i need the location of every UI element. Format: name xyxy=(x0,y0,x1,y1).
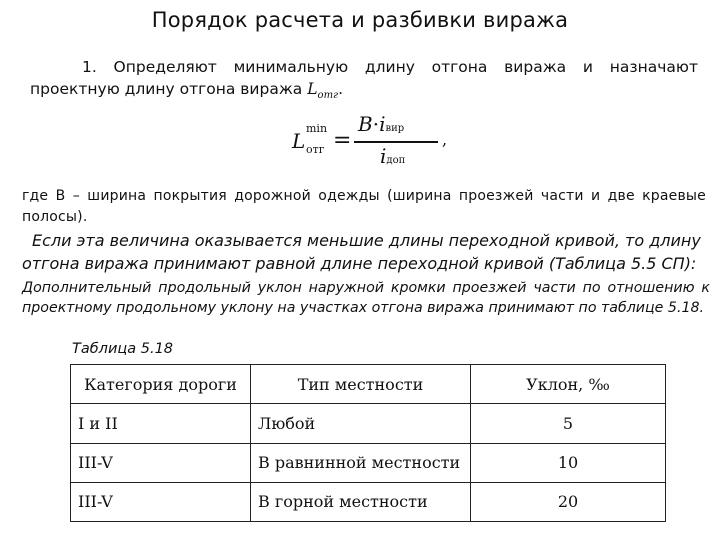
cell-terrain: В равнинной местности xyxy=(251,443,471,482)
transition-note-line-1: Если эта величина оказывается меньшие длины переходной кривой, то длину xyxy=(32,231,701,250)
header-road-category: Категория дороги xyxy=(71,365,251,404)
table-header-row xyxy=(71,365,666,404)
paragraph-additional-slope: Дополнительный продольный уклон наружной кромки проезжей части по отношению к проектному продольному уклону на участках отгона виража принимают по таблице 5.18. xyxy=(22,280,710,316)
cell-slope: 20 xyxy=(471,482,666,521)
table-row xyxy=(71,443,666,482)
page-title: Порядок расчета и разбивки виража xyxy=(151,8,569,32)
formula-min-length xyxy=(292,112,448,172)
table-row xyxy=(71,404,666,443)
paragraph-definition: где В – ширина покрытия дорожной одежды (ширина проезжей части и две краевые полосы). xyxy=(22,188,706,225)
transition-note-line-2: отгона виража принимают равной длине переходной кривой (Таблица 5.5 СП): xyxy=(22,254,697,273)
fraction-bar xyxy=(354,141,438,143)
header-slope: Уклон, ‰ xyxy=(471,365,666,404)
symbol-l-otg: $L_{отг}$ xyxy=(307,80,339,102)
paragraph-transition-note xyxy=(22,229,712,275)
cell-category: III-V xyxy=(71,443,251,482)
cell-slope: 5 xyxy=(471,404,666,443)
cell-slope: 10 xyxy=(471,443,666,482)
formula-denominator: iдоп xyxy=(380,144,406,168)
cell-terrain: Любой xyxy=(251,404,471,443)
paragraph-step-1: 1. Определяют минимальную длину отгона виража и назначают проектную длину отгона виража $L_{отг}$. xyxy=(30,58,698,102)
formula-numerator: B·iвир xyxy=(358,112,405,136)
table-caption: Таблица 5.18 xyxy=(72,341,174,357)
slope-table xyxy=(70,364,666,522)
step-1-text: 1. Определяют минимальную длину отгона виража и назначают проектную длину отгона виража xyxy=(30,58,698,98)
cell-terrain: В горной местности xyxy=(251,482,471,521)
formula-equals: = xyxy=(333,128,352,153)
formula-comma: , xyxy=(442,130,448,149)
cell-category: I и II xyxy=(71,404,251,443)
table-row xyxy=(71,482,666,521)
header-terrain-type: Тип местности xyxy=(251,365,471,404)
formula-lhs: L min отг xyxy=(292,122,328,156)
cell-category: III-V xyxy=(71,482,251,521)
